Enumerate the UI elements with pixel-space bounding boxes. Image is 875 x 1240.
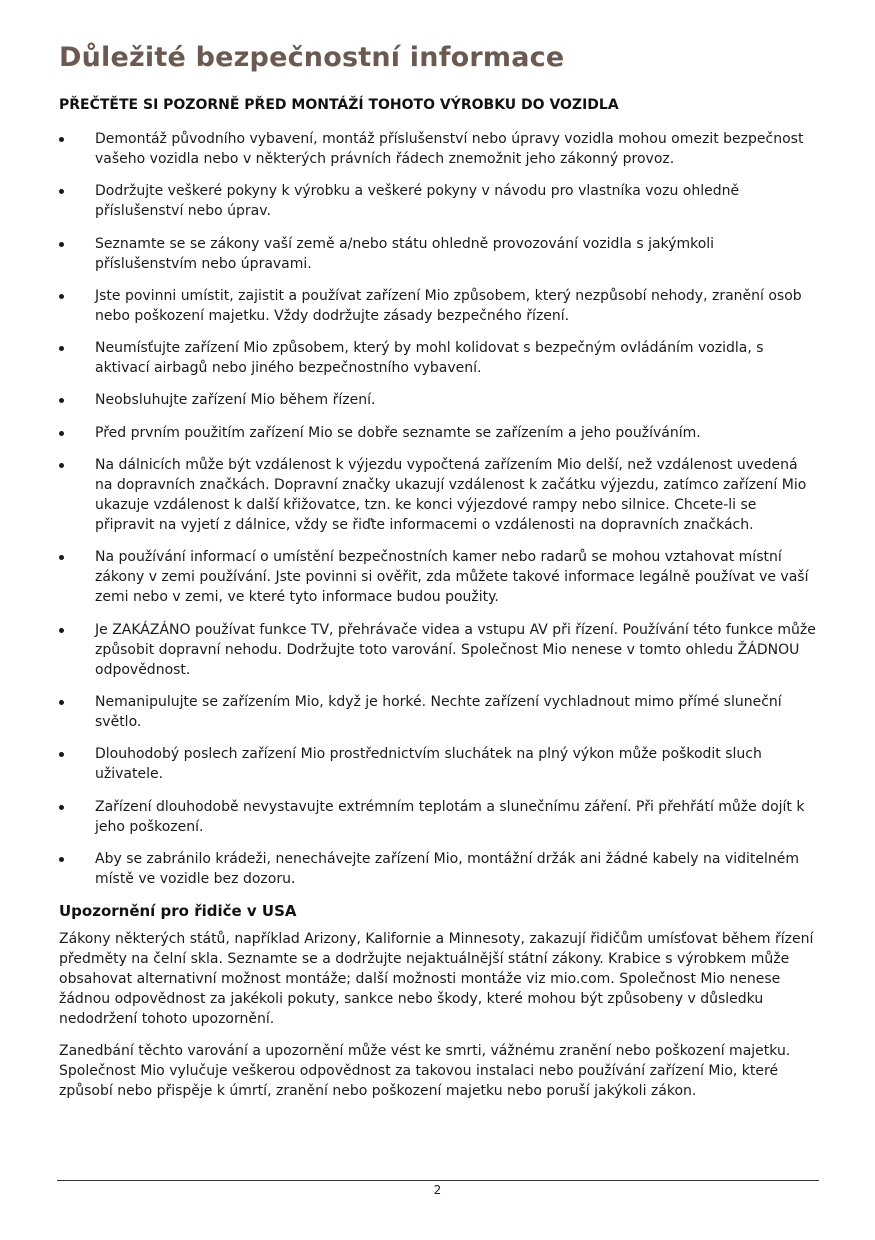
bullet-icon: [59, 628, 64, 633]
bullet-icon: [59, 189, 64, 194]
bullet-icon: [59, 294, 64, 299]
list-item-text: Seznamte se se zákony vaší země a/nebo státu ohledně provozování vozidla s jakýmkoli příslušenstvím nebo úpravami.: [95, 235, 715, 272]
list-item: [59, 455, 819, 535]
usa-paragraph-2: Zanedbání těchto varování a upozornění může vést ke smrti, vážnému zranění nebo poškození majetku. Společnost Mio vylučuje veškerou odpovědnost za takovou instalaci nebo používání zařízení Mio, které způsobí nebo přispěje k úmrtí, zranění nebo poškození majetku nebo poruší jakýkoli zákon.: [59, 1043, 791, 1100]
list-item-text: Demontáž původního vybavení, montáž příslušenství nebo úpravy vozidla mohou omezit bezpečnost vašeho vozidla nebo v některých právních řádech znemožnit jeho zákonný provoz.: [95, 131, 804, 167]
list-item-text: Je ZAKÁZÁNO používat funkce TV, přehrávače videa a vstupu AV při řízení. Používání této funkce může způsobit dopravní nehodu. Dodržujte toto varování. Společnost Mio nenese v tomto ohledu ŽÁDNOU odpovědnost.: [95, 621, 816, 678]
bullet-icon: [59, 431, 64, 436]
list-item-text: Nemanipulujte se zařízením Mio, když je horké. Nechte zařízení vychladnout mimo přímé sluneční světlo.: [95, 693, 782, 730]
list-item: [59, 744, 819, 784]
page-subtitle: PŘEČTĚTE SI POZORNĚ PŘED MONTÁŽÍ TOHOTO VÝROBKU DO VOZIDLA: [59, 97, 619, 113]
page-title: Důležité bezpečnostní informace: [59, 42, 565, 73]
list-item: [59, 849, 819, 889]
list-item-text: Neobsluhujte zařízení Mio během řízení.: [95, 392, 376, 409]
list-item-text: Zařízení dlouhodobě nevystavujte extrémním teplotám a slunečnímu záření. Při přehřátí může dojít k jeho poškození.: [95, 798, 805, 835]
bullet-icon: [59, 346, 64, 351]
list-item: [59, 423, 819, 443]
bullet-icon: [59, 857, 64, 862]
list-item: [59, 692, 819, 732]
list-item-text: Před prvním použitím zařízení Mio se dobře seznamte se zařízením a jeho používáním.: [95, 424, 701, 441]
bullet-icon: [59, 555, 64, 560]
bullet-icon: [59, 752, 64, 757]
footer-divider: [57, 1180, 819, 1181]
usa-paragraph-1: Zákony některých států, například Arizony, Kalifornie a Minnesoty, zakazují řidičům umísťovat během řízení předměty na čelní skla. Seznamte se a dodržujte nejaktuálnější státní zákony. Krabice s výrobkem může obsahovat alternativní možnost montáže; další možnosti montáže viz mio.com. Společnost Mio nenese žádnou odpovědnost za jakékoli pokuty, sankce nebo škody, které mohou být způsobeny v důsledku nedodržení tohoto upozornění.: [59, 931, 814, 1028]
usa-section-heading: Upozornění pro řidiče v USA: [59, 902, 297, 921]
content-body: [59, 129, 819, 1113]
list-item-text: Dodržujte veškeré pokyny k výrobku a veškeré pokyny v návodu pro vlastníka vozu ohledně příslušenství nebo úprav.: [95, 183, 740, 220]
list-item: [59, 797, 819, 837]
bullet-icon: [59, 398, 64, 403]
bullet-icon: [59, 700, 64, 705]
bullet-icon: [59, 137, 64, 142]
list-item-text: Neumísťujte zařízení Mio způsobem, který by mohl kolidovat s bezpečným ovládáním vozidla, s aktivací airbagů nebo jiného bezpečnostního vybavení.: [95, 340, 764, 377]
bullet-icon: [59, 805, 64, 810]
list-item-text: Jste povinni umístit, zajistit a používat zařízení Mio způsobem, který nezpůsobí nehody, zranění osob nebo poškození majetku. Vždy dodržujte zásady bezpečného řízení.: [95, 287, 802, 324]
list-item: [59, 129, 819, 169]
list-item-text: Aby se zabránilo krádeži, nenechávejte zařízení Mio, montážní držák ani žádné kabely na viditelném místě ve vozidle bez dozoru.: [95, 850, 800, 887]
list-item: [59, 547, 819, 607]
list-item: [59, 338, 819, 378]
list-item-text: Na dálnicích může být vzdálenost k výjezdu vypočtená zařízením Mio delší, než vzdálenost uvedená na dopravních značkách. Dopravní značky ukazují vzdálenost k začátku výjezdu, zatímco zařízení Mio ukazuje vzdálenost k další křižovatce, tzn. ke konci výjezdové rampy nebo silnice. Chcete-li se připravit na vyjetí z dálnice, vždy se řiďte informacemi o vzdálenosti na dopravních značkách.: [95, 457, 807, 534]
list-item: [59, 286, 819, 326]
list-item: [59, 181, 819, 221]
page-number: 2: [433, 1183, 442, 1197]
list-item-text: Dlouhodobý poslech zařízení Mio prostřednictvím sluchátek na plný výkon může poškodit sluch uživatele.: [95, 746, 762, 783]
list-item: [59, 390, 819, 410]
bullet-icon: [59, 463, 64, 468]
safety-bullet-list: [59, 129, 819, 889]
list-item: [59, 234, 819, 274]
bullet-icon: [59, 242, 64, 247]
list-item-text: Na používání informací o umístění bezpečnostních kamer nebo radarů se mohou vztahovat místní zákony v zemi používání. Jste povinni si ověřit, zda můžete takové informace legálně používat ve vaší zemi nebo v zemi, ve které tyto informace budou použity.: [95, 549, 809, 606]
list-item: [59, 620, 819, 680]
